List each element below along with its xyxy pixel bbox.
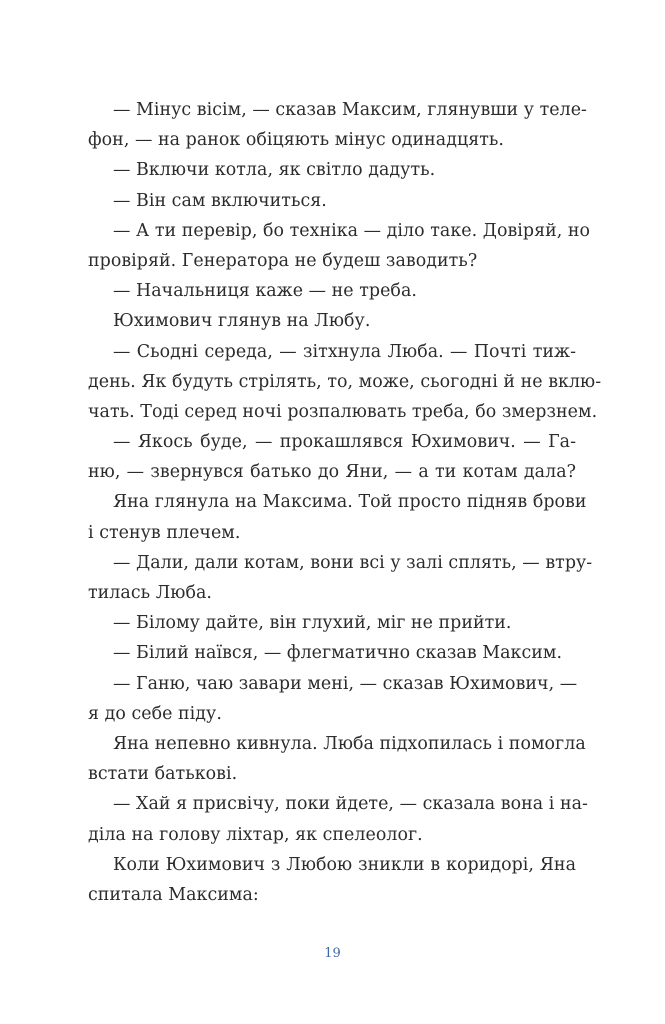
text-line: провіряй. Генератора не будеш заводить?	[88, 250, 478, 271]
text-line: — Дали, дали котам, вони всі у залі сплять, — втру-	[113, 552, 593, 573]
text-line: Яна глянула на Максима. Той просто підняв брови	[113, 492, 587, 513]
text-line: я до себе піду.	[88, 703, 222, 724]
text-line: Юхимович глянув на Любу.	[113, 311, 371, 332]
text-line: — Хай я присвічу, поки йдете, — сказала вона і на-	[113, 794, 588, 815]
text-line: і стенув плечем.	[88, 522, 241, 543]
text-line: — Білий наївся, — флегматично сказав Максим.	[113, 643, 563, 664]
text-line: — Він сам включиться.	[113, 190, 327, 211]
text-line: — Білому дайте, він глухий, міг не прийти.	[113, 613, 512, 634]
text-line: спитала Максима:	[88, 884, 259, 905]
text-line: діла на голову ліхтар, як спелеолог.	[88, 824, 423, 845]
text-line: день. Як будуть стрілять, то, може, сьогодні й не вклю-	[88, 371, 602, 392]
text-line: чать. Тоді серед ночі розпалювать треба, бо змерзнем.	[88, 401, 598, 422]
page-number: 19	[324, 946, 341, 961]
text-line: Яна непевно кивнула. Люба підхопилась і помогла	[113, 733, 586, 754]
text-line: тилась Люба.	[88, 583, 212, 603]
text-line: — Ганю, чаю завари мені, — сказав Юхимович, —	[113, 673, 578, 694]
text-line: Коли Юхимович з Любою зникли в коридорі, Яна	[113, 854, 576, 875]
text-line: — Начальниця каже — не треба.	[113, 281, 417, 302]
text-line: — А ти перевір, бо техніка — діло таке. Довіряй, но	[113, 220, 591, 241]
text-line: — Якось буде, — прокашлявся Юхимович. — Га-	[113, 432, 576, 453]
text-line: — Включи котла, як світло дадуть.	[113, 160, 436, 181]
body-text	[88, 95, 602, 910]
text-line: фон, — на ранок обіцяють мінус одинадцять.	[88, 130, 504, 151]
text-line: — Сьодні середа, — зітхнула Люба. — Почті тиж-	[113, 341, 576, 362]
text-line: ню, — звернувся батько до Яни, — а ти котам дала?	[88, 462, 576, 483]
text-line: — Мінус вісім, — сказав Максим, глянувши у теле-	[113, 100, 587, 120]
text-line: встати батькові.	[88, 764, 238, 785]
